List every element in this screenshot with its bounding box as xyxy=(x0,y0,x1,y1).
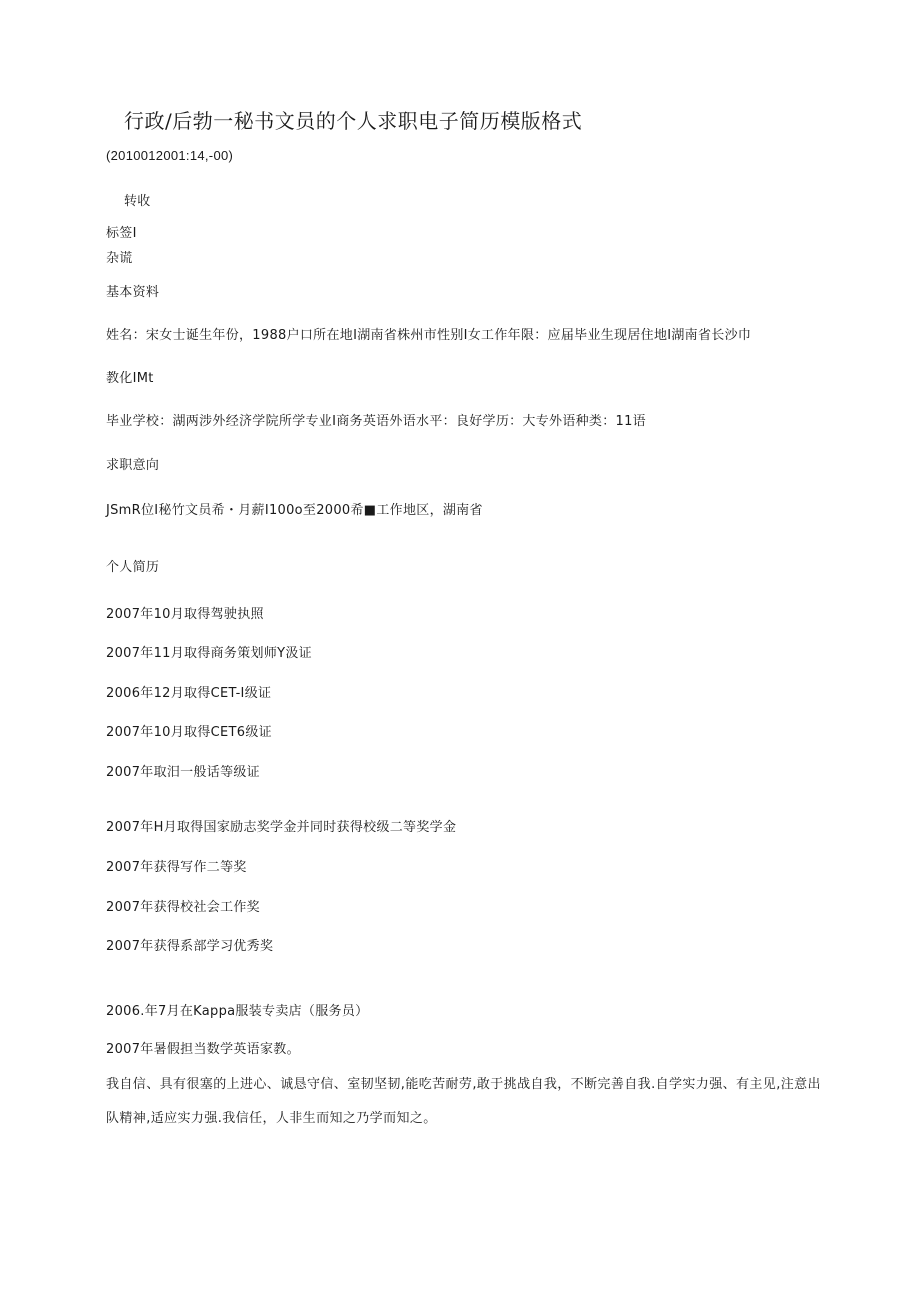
certificate-item: 2007年取汨一般话等级证 xyxy=(106,765,260,780)
experience-item: 2007年暑假担当数学英语家教。 xyxy=(106,1042,300,1057)
certificate-item: 2006年12月取得CET-I级证 xyxy=(106,686,272,701)
intent-info-text: JSmR位I秘竹文员希・月薪I100o至2000希■工作地区，湖南省 xyxy=(106,503,483,518)
section-heading-education: 教化IMt xyxy=(106,371,154,386)
certificate-item: 2007年10月取得CET6级证 xyxy=(106,725,272,740)
award-item: 2007年获得写作二等奖 xyxy=(106,860,247,875)
category-label: 杂谎 xyxy=(106,251,133,266)
section-heading-intent: 求职意向 xyxy=(106,458,160,473)
award-item: 2007年H月取得国家励志奖学金并同时获得校级二等奖学金 xyxy=(106,820,457,835)
education-info-text: 毕业学校：湖两涉外经济学院所学专业I商务英语外语水平：良好学历：大专外语种类：11语 xyxy=(106,414,646,429)
experience-item: 2006.年7月在Kappa服装专卖店（服务员） xyxy=(106,1004,369,1019)
document-date: (2010012001:14,-00) xyxy=(106,148,234,163)
section-heading-basic: 基本资料 xyxy=(106,285,160,300)
forward-label: 转收 xyxy=(124,194,151,209)
section-heading-resume: 个人简历 xyxy=(106,560,160,575)
document-title: 行政/后勃一秘书文员的个人求职电子简历模版格式 xyxy=(124,109,583,133)
award-item: 2007年获得系部学习优秀奖 xyxy=(106,939,274,954)
certificate-item: 2007年11月取得商务策划师Y汲证 xyxy=(106,646,312,661)
basic-info-text: 姓名：宋女士诞生年份，1988户口所在地I湖南省株州市性别I女工作年限：应届毕业生现居住地I湖南省长沙巾 xyxy=(106,328,752,343)
award-item: 2007年获得校社会工作奖 xyxy=(106,900,260,915)
self-evaluation-paragraph: 我自信、具有很塞的上进心、诚恳守信、室韧坚韧,能吃苦耐劳,敢于挑战自我，不断完善自我.自学实力强、有主见,注意出队精神,适应实力强.我信任，人非生而知之乃学而知之。 xyxy=(106,1077,821,1126)
certificate-item: 2007年10月取得驾驶执照 xyxy=(106,607,264,622)
tags-label: 标签I xyxy=(106,226,137,241)
